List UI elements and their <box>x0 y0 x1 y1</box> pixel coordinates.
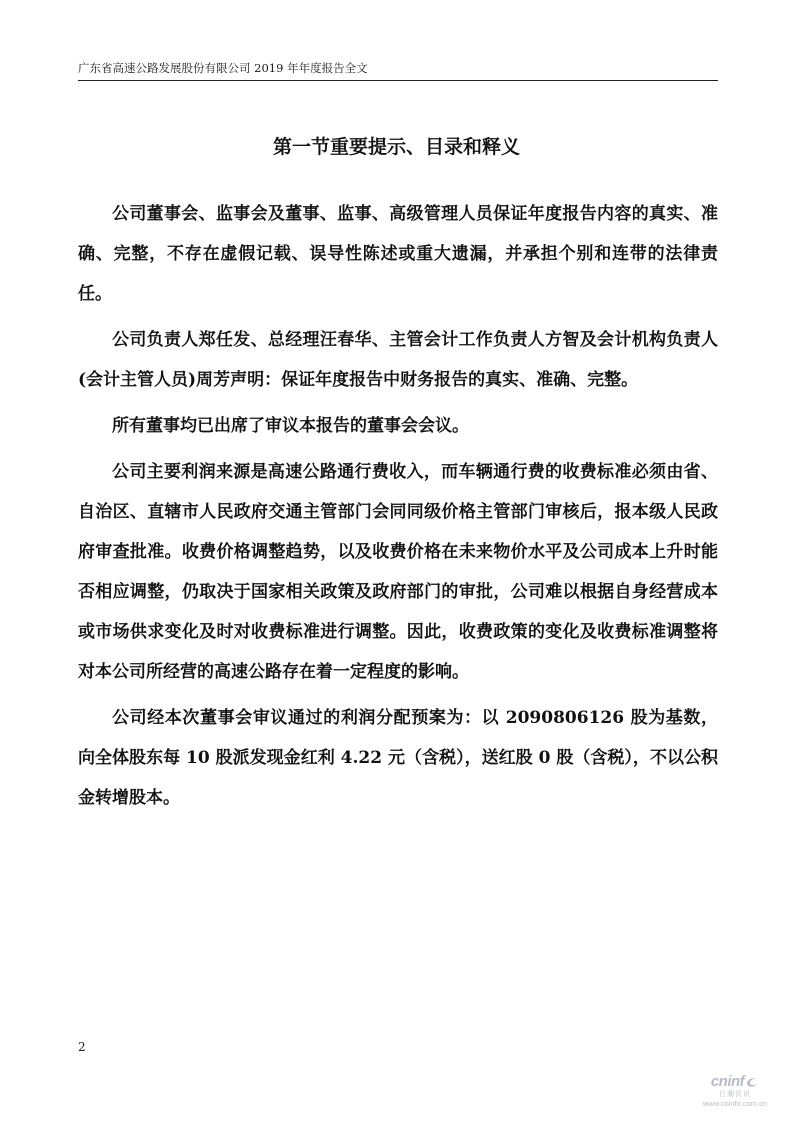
header-divider <box>78 80 718 81</box>
page-number: 2 <box>78 1040 86 1054</box>
paragraph-profit-distribution: 公司经本次董事会审议通过的利润分配预案为：以 2090806126 股为基数，向全体股东每 10 股派发现金红利 4.22 元（含税），送红股 0 股（含税），不以公积金转增股本。 <box>78 708 718 808</box>
cninfo-swirl-icon <box>745 1075 759 1089</box>
watermark-url: www.cninfo.com.cn <box>702 1099 768 1108</box>
section-title: 第一节重要提示、目录和释义 <box>272 136 520 158</box>
watermark-logo-text: cninf <box>710 1073 745 1090</box>
document-body <box>78 194 718 824</box>
cninfo-watermark <box>695 1073 775 1108</box>
document-header: 广东省高速公路发展股份有限公司 2019 年年度报告全文 <box>78 61 368 75</box>
paragraph-board-attendance: 所有董事均已出席了审议本报告的董事会会议。 <box>112 416 469 436</box>
paragraph-responsibility-statement: 公司董事会、监事会及董事、监事、高级管理人员保证年度报告内容的真实、准确、完整，不存在虚假记载、误导性陈述或重大遗漏，并承担个别和连带的法律责任。 <box>78 204 718 304</box>
paragraph-officer-declaration: 公司负责人郑任发、总经理汪春华、主管会计工作负责人方智及会计机构负责人(会计主管人员)周芳声明：保证年度报告中财务报告的真实、准确、完整。 <box>78 330 718 390</box>
watermark-logo <box>695 1073 775 1090</box>
watermark-chinese: 巨潮资讯 <box>719 1091 751 1098</box>
paragraph-risk-toll-fees: 公司主要利润来源是高速公路通行费收入，而车辆通行费的收费标准必须由省、自治区、直辖市人民政府交通主管部门会同同级价格主管部门审核后，报本级人民政府审查批准。收费价格调整趋势，以及收费价格在未来物价水平及公司成本上升时能否相应调整，仍取决于国家相关政策及政府部门的审批，公司难以根据自身经营成本或市场供求变化及时对收费标准进行调整。因此，收费政策的变化及收费标准调整将对本公司所经营的高速公路存在着一定程度的影响。 <box>78 462 718 682</box>
